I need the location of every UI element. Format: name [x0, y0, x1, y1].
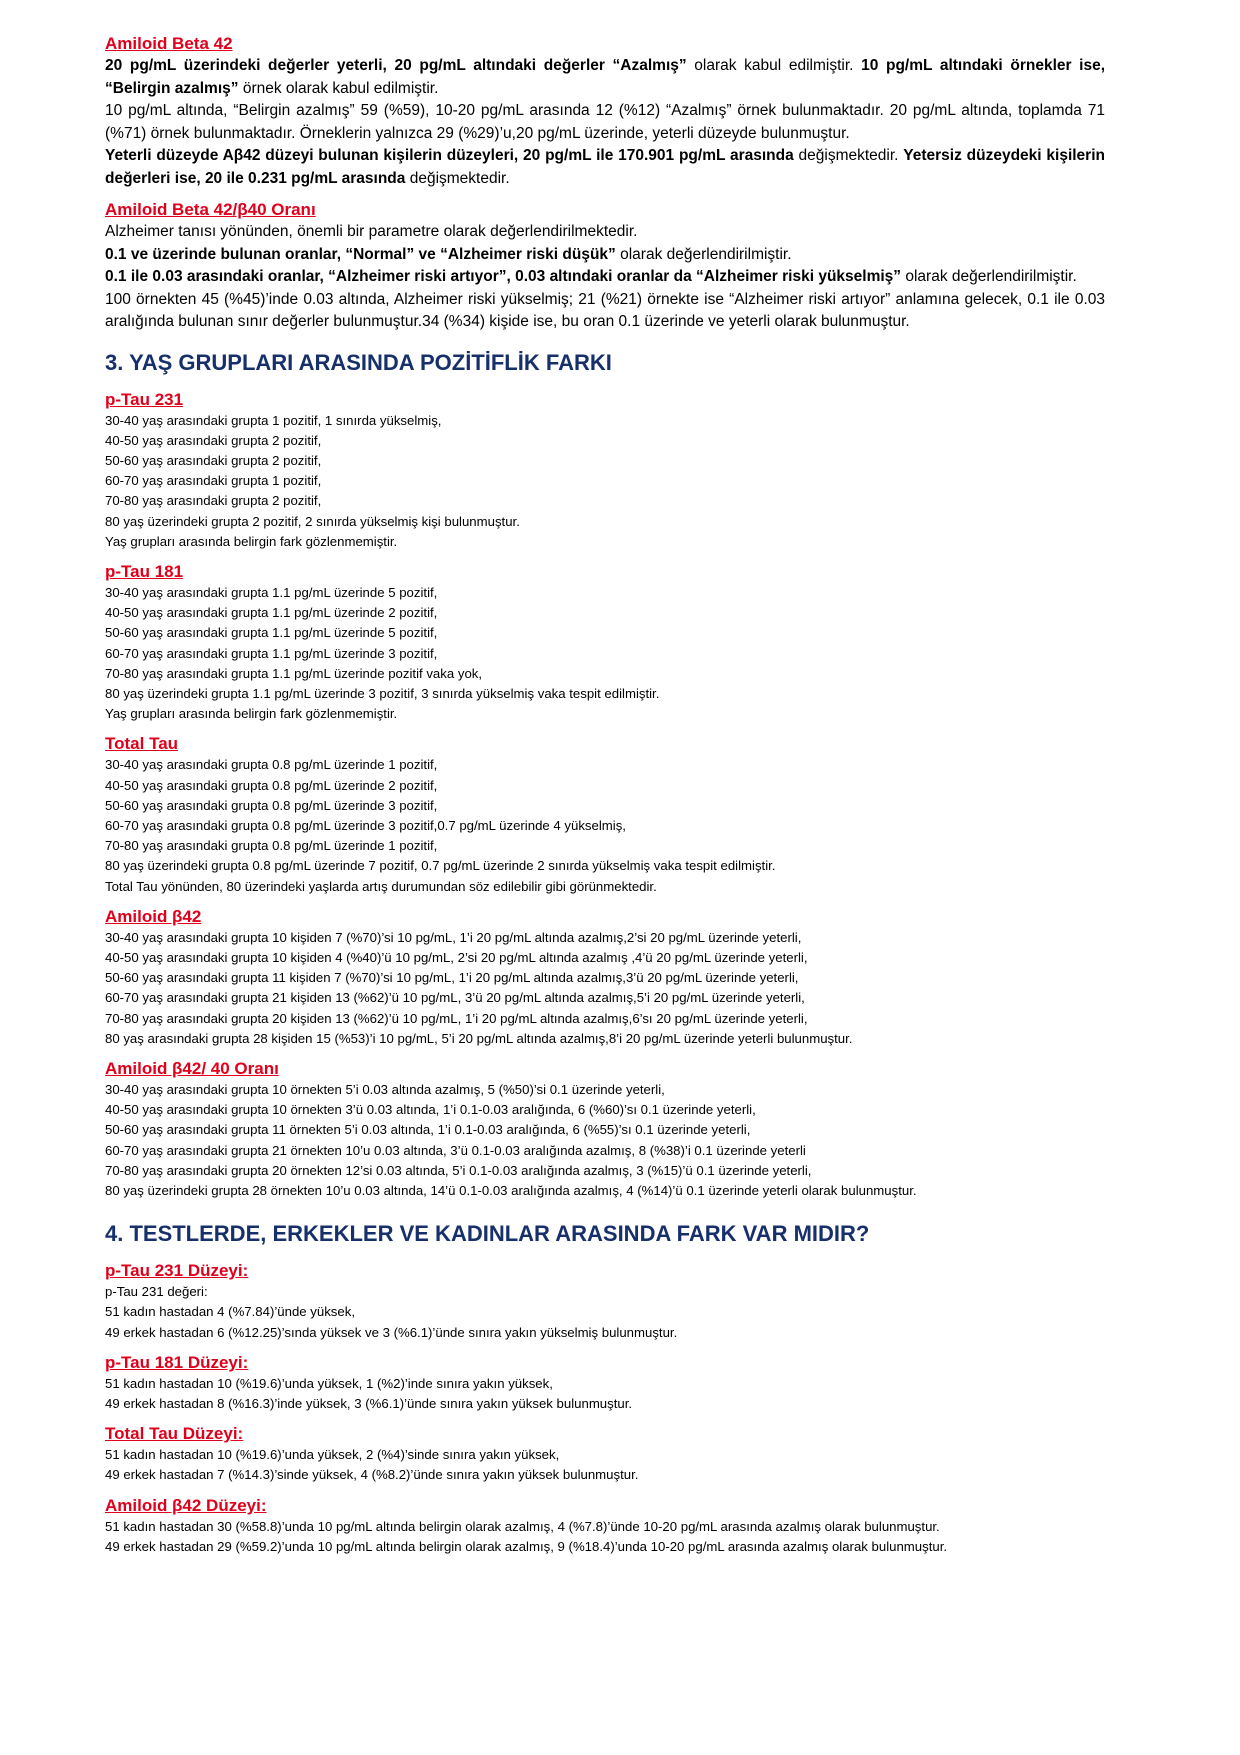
text-line: 40-50 yaş arasındaki grupta 1.1 pg/mL üzerinde 2 pozitif,: [105, 605, 438, 621]
text-line: 30-40 yaş arasındaki grupta 10 kişiden 7 (%70)’si 10 pg/mL, 1’i 20 pg/mL altında azalmış,2’si 20 pg/mL üzerinde yeterli,: [105, 929, 802, 945]
text-line: 60-70 yaş arasındaki grupta 0.8 pg/mL üzerinde 3 pozitif,0.7 pg/mL üzerinde 4 yükselmiş,: [105, 817, 626, 833]
text-line: 80 yaş üzerindeki grupta 2 pozitif, 2 sınırda yükselmiş kişi bulunmuştur.: [105, 513, 520, 529]
text-line: 80 yaş üzerindeki grupta 28 örnekten 10’u 0.03 altında, 14’ü 0.1-0.03 aralığında azalmış, 4 (%14)’ü 0.1 üzerinde yeterli olarak bulunmuştur.: [105, 1183, 917, 1198]
text-line: 40-50 yaş arasındaki grupta 10 kişiden 4 (%40)’ü 10 pg/mL, 2’si 20 pg/mL altında azalmış ,4’ü 20 pg/mL üzerinde yeterli,: [105, 949, 808, 965]
paragraph: 100 örnekten 45 (%45)’inde 0.03 altında, Alzheimer riski yükselmiş; 21 (%21) örnekte ise “Alzheimer riski artıyor” anlamına gelecek, 0.1 ile 0.03 aralığında bulunan sınır değerler bulunmuştur.34 (%34) kişide ise, bu oran 0.1 üzerinde ve yeterli olarak bulunmuştur.: [105, 290, 1105, 330]
text-line: 51 kadın hastadan 4 (%7.84)’ünde yüksek,: [105, 1304, 355, 1320]
section-amiloid-beta-42: [105, 32, 1105, 190]
paragraph: [105, 244, 1105, 267]
section-title: Amiloid Beta 42/β40 Oranı: [105, 200, 316, 219]
text-line: 30-40 yaş arasındaki grupta 0.8 pg/mL üzerinde 1 pozitif,: [105, 757, 438, 773]
text: değişmektedir.: [793, 147, 904, 164]
text-line: 30-40 yaş arasındaki grupta 1.1 pg/mL üzerinde 5 pozitif,: [105, 584, 438, 600]
section-title: Amiloid Beta 42: [105, 34, 233, 53]
text-line: Yaş grupları arasında belirgin fark gözlenmemiştir.: [105, 706, 398, 722]
text-line: 70-80 yaş arasındaki grupta 0.8 pg/mL üzerinde 1 pozitif,: [105, 838, 438, 854]
bold-text: 0.1 ile 0.03 arasındaki oranlar, “Alzheimer riski artıyor”, 0.03 altındaki oranlar da “Alzheimer riski yükselmiş”: [105, 268, 902, 285]
text-line: 80 yaş üzerindeki grupta 1.1 pg/mL üzerinde 3 pozitif, 3 sınırda yükselmiş vaka tespit edilmiştir.: [105, 685, 660, 701]
section-title: p-Tau 181 Düzeyi:: [105, 1352, 249, 1372]
age-section: [105, 905, 1105, 1049]
text-line: 60-70 yaş arasındaki grupta 1.1 pg/mL üzerinde 3 pozitif,: [105, 645, 438, 661]
bold-text: 0.1 ve üzerinde bulunan oranlar, “Normal” ve “Alzheimer riski düşük”: [105, 245, 616, 263]
text: olarak değerlendirilmiştir.: [901, 268, 1077, 285]
heading-age-groups: 3. YAŞ GRUPLARI ARASINDA POZİTİFLİK FARKI: [105, 349, 612, 375]
text: olarak kabul edilmiştir.: [686, 57, 862, 74]
age-sections: [105, 388, 1105, 1202]
document-page: [105, 32, 1105, 1557]
bold-text: Yetersiz düzeydeki kişilerin değerleri ise, 20 ile 0.231 pg/mL arasında: [105, 147, 1105, 187]
text-line: Total Tau yönünden, 80 üzerindeki yaşlarda artış durumundan söz edilebilir gibi görünmektedir.: [105, 878, 657, 894]
text-line: 70-80 yaş arasındaki grupta 1.1 pg/mL üzerinde pozitif vaka yok,: [105, 665, 483, 681]
text: olarak değerlendirilmiştir.: [615, 245, 792, 263]
bold-text: 20 pg/mL üzerindeki değerler yeterli, 20 pg/mL altındaki değerler “Azalmış”: [105, 57, 687, 74]
age-section: [105, 732, 1105, 896]
sex-section: [105, 1351, 1105, 1414]
paragraph: 10 pg/mL altında, “Belirgin azalmış” 59 (%59), 10-20 pg/mL arasında 12 (%12) “Azalmış” örnek bulunmaktadır. 20 pg/mL altında, toplamda 71 (%71) örnek bulunmaktadır. Örneklerin yalnızca 29 (%29)’u,20 pg/mL üzerinde, yeterli düzeyde bulunmuştur.: [105, 102, 1105, 142]
text-line: 60-70 yaş arasındaki grupta 1 pozitif,: [105, 473, 322, 489]
sex-sections: [105, 1259, 1105, 1557]
section-title: Amiloid β42 Düzeyi:: [105, 1495, 267, 1515]
text-line: 49 erkek hastadan 8 (%16.3)’inde yüksek, 3 (%6.1)’ünde sınıra yakın yüksek bulunmuştur.: [105, 1396, 633, 1412]
text-line: 50-60 yaş arasındaki grupta 2 pozitif,: [105, 452, 322, 468]
section-title: p-Tau 181: [105, 561, 184, 581]
text-line: 40-50 yaş arasındaki grupta 2 pozitif,: [105, 432, 322, 448]
text-line: 50-60 yaş arasındaki grupta 11 örnekten 5’i 0.03 altında, 1’i 0.1-0.03 aralığında, 6 (%55)’sı 0.1 üzerinde yeterli,: [105, 1122, 751, 1138]
text-line: 49 erkek hastadan 29 (%59.2)’unda 10 pg/mL altında belirgin olarak azalmış, 9 (%18.4)’unda 10-20 pg/mL arasında azalmış olarak bulunmuştur.: [105, 1538, 948, 1554]
text-line: 40-50 yaş arasındaki grupta 0.8 pg/mL üzerinde 2 pozitif,: [105, 777, 438, 793]
text-line: 51 kadın hastadan 10 (%19.6)’unda yüksek, 1 (%2)’inde sınıra yakın yüksek,: [105, 1375, 553, 1391]
age-section: [105, 1057, 1105, 1201]
section-title: Amiloid β42: [105, 906, 202, 926]
age-section: [105, 560, 1105, 724]
section-title: p-Tau 231: [105, 389, 184, 409]
sex-section: [105, 1422, 1105, 1485]
text-line: 60-70 yaş arasındaki grupta 21 kişiden 13 (%62)’ü 10 pg/mL, 3’ü 20 pg/mL altında azalmış,5’i 20 pg/mL üzerinde yeterli,: [105, 990, 805, 1006]
bold-text: 10 pg/mL altındaki örnekler ise, “Belirgin azalmış”: [105, 57, 1106, 97]
section-amiloid-ratio: [105, 198, 1105, 334]
sex-section: [105, 1494, 1105, 1557]
heading-sex-differences: 4. TESTLERDE, ERKEKLER VE KADINLAR ARASINDA FARK VAR MIDIR?: [105, 1221, 870, 1247]
text-line: 50-60 yaş arasındaki grupta 1.1 pg/mL üzerinde 5 pozitif,: [105, 625, 438, 641]
section-title: Total Tau Düzeyi:: [105, 1424, 244, 1444]
paragraph: Alzheimer tanısı yönünden, önemli bir parametre olarak değerlendirilmektedir.: [105, 223, 638, 240]
text-line: 60-70 yaş arasındaki grupta 21 örnekten 10’u 0.03 altında, 3’ü 0.1-0.03 aralığında azalmış, 8 (%38)’i 0.1 üzerinde yeterli: [105, 1142, 806, 1158]
text-line: 80 yaş arasındaki grupta 28 kişiden 15 (%53)’i 10 pg/mL, 5’i 20 pg/mL altında azalmış,8’i 20 pg/mL üzerinde yeterli bulunmuştur.: [105, 1030, 853, 1046]
text-line: 51 kadın hastadan 10 (%19.6)’unda yüksek, 2 (%4)’sinde sınıra yakın yüksek,: [105, 1447, 560, 1463]
section-title: Total Tau: [105, 734, 179, 754]
text-line: Yaş grupları arasında belirgin fark gözlenmemiştir.: [105, 533, 398, 549]
text: örnek olarak kabul edilmiştir.: [238, 79, 439, 97]
section-title: p-Tau 231 Düzeyi:: [105, 1261, 249, 1281]
text-line: 50-60 yaş arasındaki grupta 11 kişiden 7 (%70)’si 10 pg/mL, 1’i 20 pg/mL altında azalmış,3’ü 20 pg/mL üzerinde yeterli,: [105, 970, 799, 986]
paragraph: [105, 266, 1105, 289]
age-section: [105, 388, 1105, 552]
text-line: 50-60 yaş arasındaki grupta 0.8 pg/mL üzerinde 3 pozitif,: [105, 797, 438, 813]
paragraph: [105, 55, 1105, 100]
paragraph: [105, 145, 1105, 190]
text-line: 80 yaş üzerindeki grupta 0.8 pg/mL üzerinde 7 pozitif, 0.7 pg/mL üzerinde 2 sınırda yükselmiş vaka tespit edilmiştir.: [105, 858, 776, 874]
text-line: 40-50 yaş arasındaki grupta 10 örnekten 3’ü 0.03 altında, 1’i 0.1-0.03 aralığında, 6 (%60)’sı 0.1 üzerinde yeterli,: [105, 1102, 756, 1118]
text-line: 70-80 yaş arasındaki grupta 20 örnekten 12’si 0.03 altında, 5’i 0.1-0.03 aralığında azalmış, 3 (%15)’ü 0.1 üzerinde yeterli,: [105, 1162, 812, 1178]
text-line: 49 erkek hastadan 6 (%12.25)’sında yüksek ve 3 (%6.1)’ünde sınıra yakın yükselmiş bulunmuştur.: [105, 1324, 678, 1340]
bold-text: Yeterli düzeyde Aβ42 düzeyi bulunan kişilerin düzeyleri, 20 pg/mL ile 170.901 pg/mL arasında: [105, 147, 794, 164]
sex-section: [105, 1259, 1105, 1343]
text-line: 30-40 yaş arasındaki grupta 10 örnekten 5’i 0.03 altında azalmış, 5 (%50)’si 0.1 üzerinde yeterli,: [105, 1081, 665, 1097]
text-line: 70-80 yaş arasındaki grupta 20 kişiden 13 (%62)’ü 10 pg/mL, 1’i 20 pg/mL altında azalmış,6’sı 20 pg/mL üzerinde yeterli,: [105, 1010, 808, 1026]
section-title: Amiloid β42/ 40 Oranı: [105, 1058, 279, 1078]
text-line: 49 erkek hastadan 7 (%14.3)’sinde yüksek, 4 (%8.2)’ünde sınıra yakın yüksek bulunmuştur.: [105, 1467, 639, 1483]
text: değişmektedir.: [405, 169, 510, 187]
text-line: 51 kadın hastadan 30 (%58.8)’unda 10 pg/mL altında belirgin olarak azalmış, 4 (%7.8)’ünde 10-20 pg/mL arasında azalmış olarak bulunmuştur.: [105, 1518, 940, 1534]
text-line: 70-80 yaş arasındaki grupta 2 pozitif,: [105, 493, 322, 509]
text-line: p-Tau 231 değeri:: [105, 1284, 208, 1300]
text-line: 30-40 yaş arasındaki grupta 1 pozitif, 1 sınırda yükselmiş,: [105, 412, 442, 428]
